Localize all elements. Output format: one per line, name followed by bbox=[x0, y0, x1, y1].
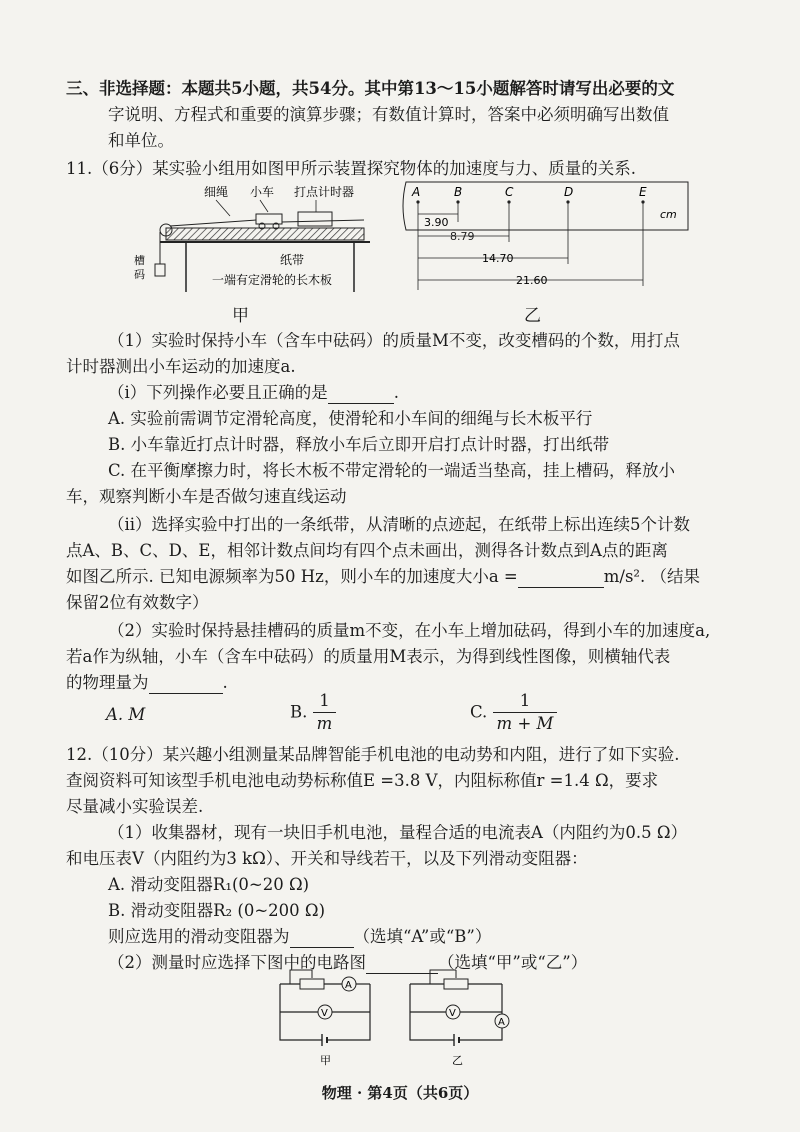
figure-jia-caption: 甲 bbox=[232, 306, 249, 326]
tape-unit: cm bbox=[660, 208, 677, 221]
q11-ii-line2: 点A、B、C、D、E，相邻计数点间均有四个点未画出，测得各计数点到A点的距离 bbox=[66, 541, 668, 560]
q12-option-A: A. 滑动变阻器R₁(0~20 Ω) bbox=[108, 875, 310, 894]
circuit-diagrams bbox=[270, 968, 530, 1068]
label-weight-2: 码 bbox=[134, 268, 145, 281]
q12-p1-line1: （1）收集器材，现有一块旧手机电池，量程合适的电流表A（内阻约为0.5 Ω） bbox=[108, 823, 688, 842]
q11-i-answer-blank[interactable] bbox=[328, 385, 394, 404]
q11-choice-A: A. M bbox=[106, 705, 146, 724]
q11-option-C-line2: 车，观察判断小车是否做匀速直线运动 bbox=[66, 487, 347, 506]
section-instruction-line1: 三、非选择题：本题共5小题，共54分。其中第13～15小题解答时请写出必要的文 bbox=[66, 79, 675, 98]
circuit-jia bbox=[280, 970, 370, 1067]
point-E: E bbox=[639, 185, 647, 199]
q11-p2-line2: 若a作为纵轴，小车（含车中砝码）的质量用M表示，为得到线性图像，则横轴代表 bbox=[66, 647, 671, 666]
q11-p2-line3: 的物理量为 . bbox=[66, 673, 228, 692]
figure-yi-tape bbox=[398, 178, 698, 298]
q12-p1-line2: 和电压表V（内阻约为3 kΩ）、开关和导线若干，以及下列滑动变阻器： bbox=[66, 849, 588, 868]
q11-header: 11.（6分）某实验小组用如图甲所示装置探究物体的加速度与力、质量的关系. bbox=[66, 159, 636, 178]
distance-AC: 8.79 bbox=[450, 230, 475, 243]
point-B: B bbox=[454, 185, 463, 199]
meter-A-yi: A bbox=[498, 1017, 505, 1028]
q12-header: 12.（10分）某兴趣小组测量某品牌智能手机电池的电动势和内阻，进行了如下实验. bbox=[66, 745, 680, 764]
q11-choice-B: B. $\frac{1}{m}$ bbox=[290, 690, 336, 735]
point-D: D bbox=[564, 185, 574, 199]
q11-option-A: A. 实验前需调节定滑轮高度，使滑轮和小车间的细绳与长木板平行 bbox=[108, 409, 593, 428]
q11-ii-line3: 如图乙所示. 已知电源频率为50 Hz，则小车的加速度大小a = m/s². （结果 bbox=[66, 567, 701, 586]
circuit-yi bbox=[410, 970, 509, 1067]
label-tape: 纸带 bbox=[280, 253, 305, 267]
label-rope: 细绳 bbox=[204, 185, 229, 199]
q11-p2-line1: （2）实验时保持悬挂槽码的质量m不变，在小车上增加砝码，得到小车的加速度a, bbox=[108, 621, 711, 640]
page-footer: 物理 · 第4页（共6页） bbox=[321, 1084, 479, 1102]
meter-A-jia: A bbox=[345, 980, 352, 991]
label-cart: 小车 bbox=[250, 185, 275, 199]
q11-option-B: B. 小车靠近打点计时器，释放小车后立即开启打点计时器，打出纸带 bbox=[108, 435, 610, 454]
q11-option-C-line1: C. 在平衡摩擦力时，将长木板不带定滑轮的一端适当垫高，挂上槽码，释放小 bbox=[108, 461, 676, 480]
section-instruction-line3: 和单位。 bbox=[108, 131, 174, 150]
point-A: A bbox=[412, 185, 421, 199]
q11-i-stem: （i）下列操作必要且正确的是 . bbox=[108, 383, 400, 402]
section-instruction-line2: 字说明、方程式和重要的演算步骤；有数值计算时，答案中必须明确写出数值 bbox=[108, 105, 669, 124]
q11-acceleration-blank[interactable] bbox=[518, 569, 604, 588]
q11-p1-line2: 计时器测出小车运动的加速度a. bbox=[66, 357, 296, 376]
q11-ii-line4: 保留2位有效数字） bbox=[66, 593, 209, 612]
figure-jia-apparatus bbox=[120, 180, 380, 300]
distance-AB: 3.90 bbox=[424, 216, 449, 229]
label-board: 一端有定滑轮的长木板 bbox=[212, 273, 333, 287]
q12-select-rheostat: 则应选用的滑动变阻器为 （选填“A”或“B”） bbox=[108, 927, 492, 946]
meter-V-jia: V bbox=[321, 1008, 328, 1019]
distance-AD: 14.70 bbox=[482, 252, 514, 265]
q12-option-B: B. 滑动变阻器R₂ (0~200 Ω) bbox=[108, 901, 326, 920]
circuit-jia-label: 甲 bbox=[320, 1054, 331, 1067]
label-timer: 打点计时器 bbox=[294, 185, 355, 199]
label-weight-1: 槽 bbox=[134, 254, 145, 267]
q11-ii-line1: （ii）选择实验中打出的一条纸带，从清晰的点迹起，在纸带上标出连续5个计数 bbox=[108, 515, 691, 534]
q11-p2-answer-blank[interactable] bbox=[149, 675, 223, 694]
q12-line3: 尽量减小实验误差. bbox=[66, 797, 204, 816]
point-C: C bbox=[505, 185, 514, 199]
figure-yi-caption: 乙 bbox=[524, 306, 541, 326]
meter-V-yi: V bbox=[449, 1008, 456, 1019]
distance-AE: 21.60 bbox=[516, 274, 548, 287]
q11-choice-C: C. $\frac{1}{m + M}$ bbox=[470, 690, 557, 735]
q11-p1-line1: （1）实验时保持小车（含车中砝码）的质量M不变，改变槽码的个数，用打点 bbox=[108, 331, 680, 350]
q12-rheostat-blank[interactable] bbox=[290, 929, 354, 948]
circuit-yi-label: 乙 bbox=[452, 1054, 463, 1067]
q12-line2: 查阅资料可知该型手机电池电动势标称值E =3.8 V，内阻标称值r =1.4 Ω，要求 bbox=[66, 771, 659, 790]
q12-p2-select-circuit: （2）测量时应选择下图中的电路图 （选填“甲”或“乙”） bbox=[108, 953, 588, 972]
